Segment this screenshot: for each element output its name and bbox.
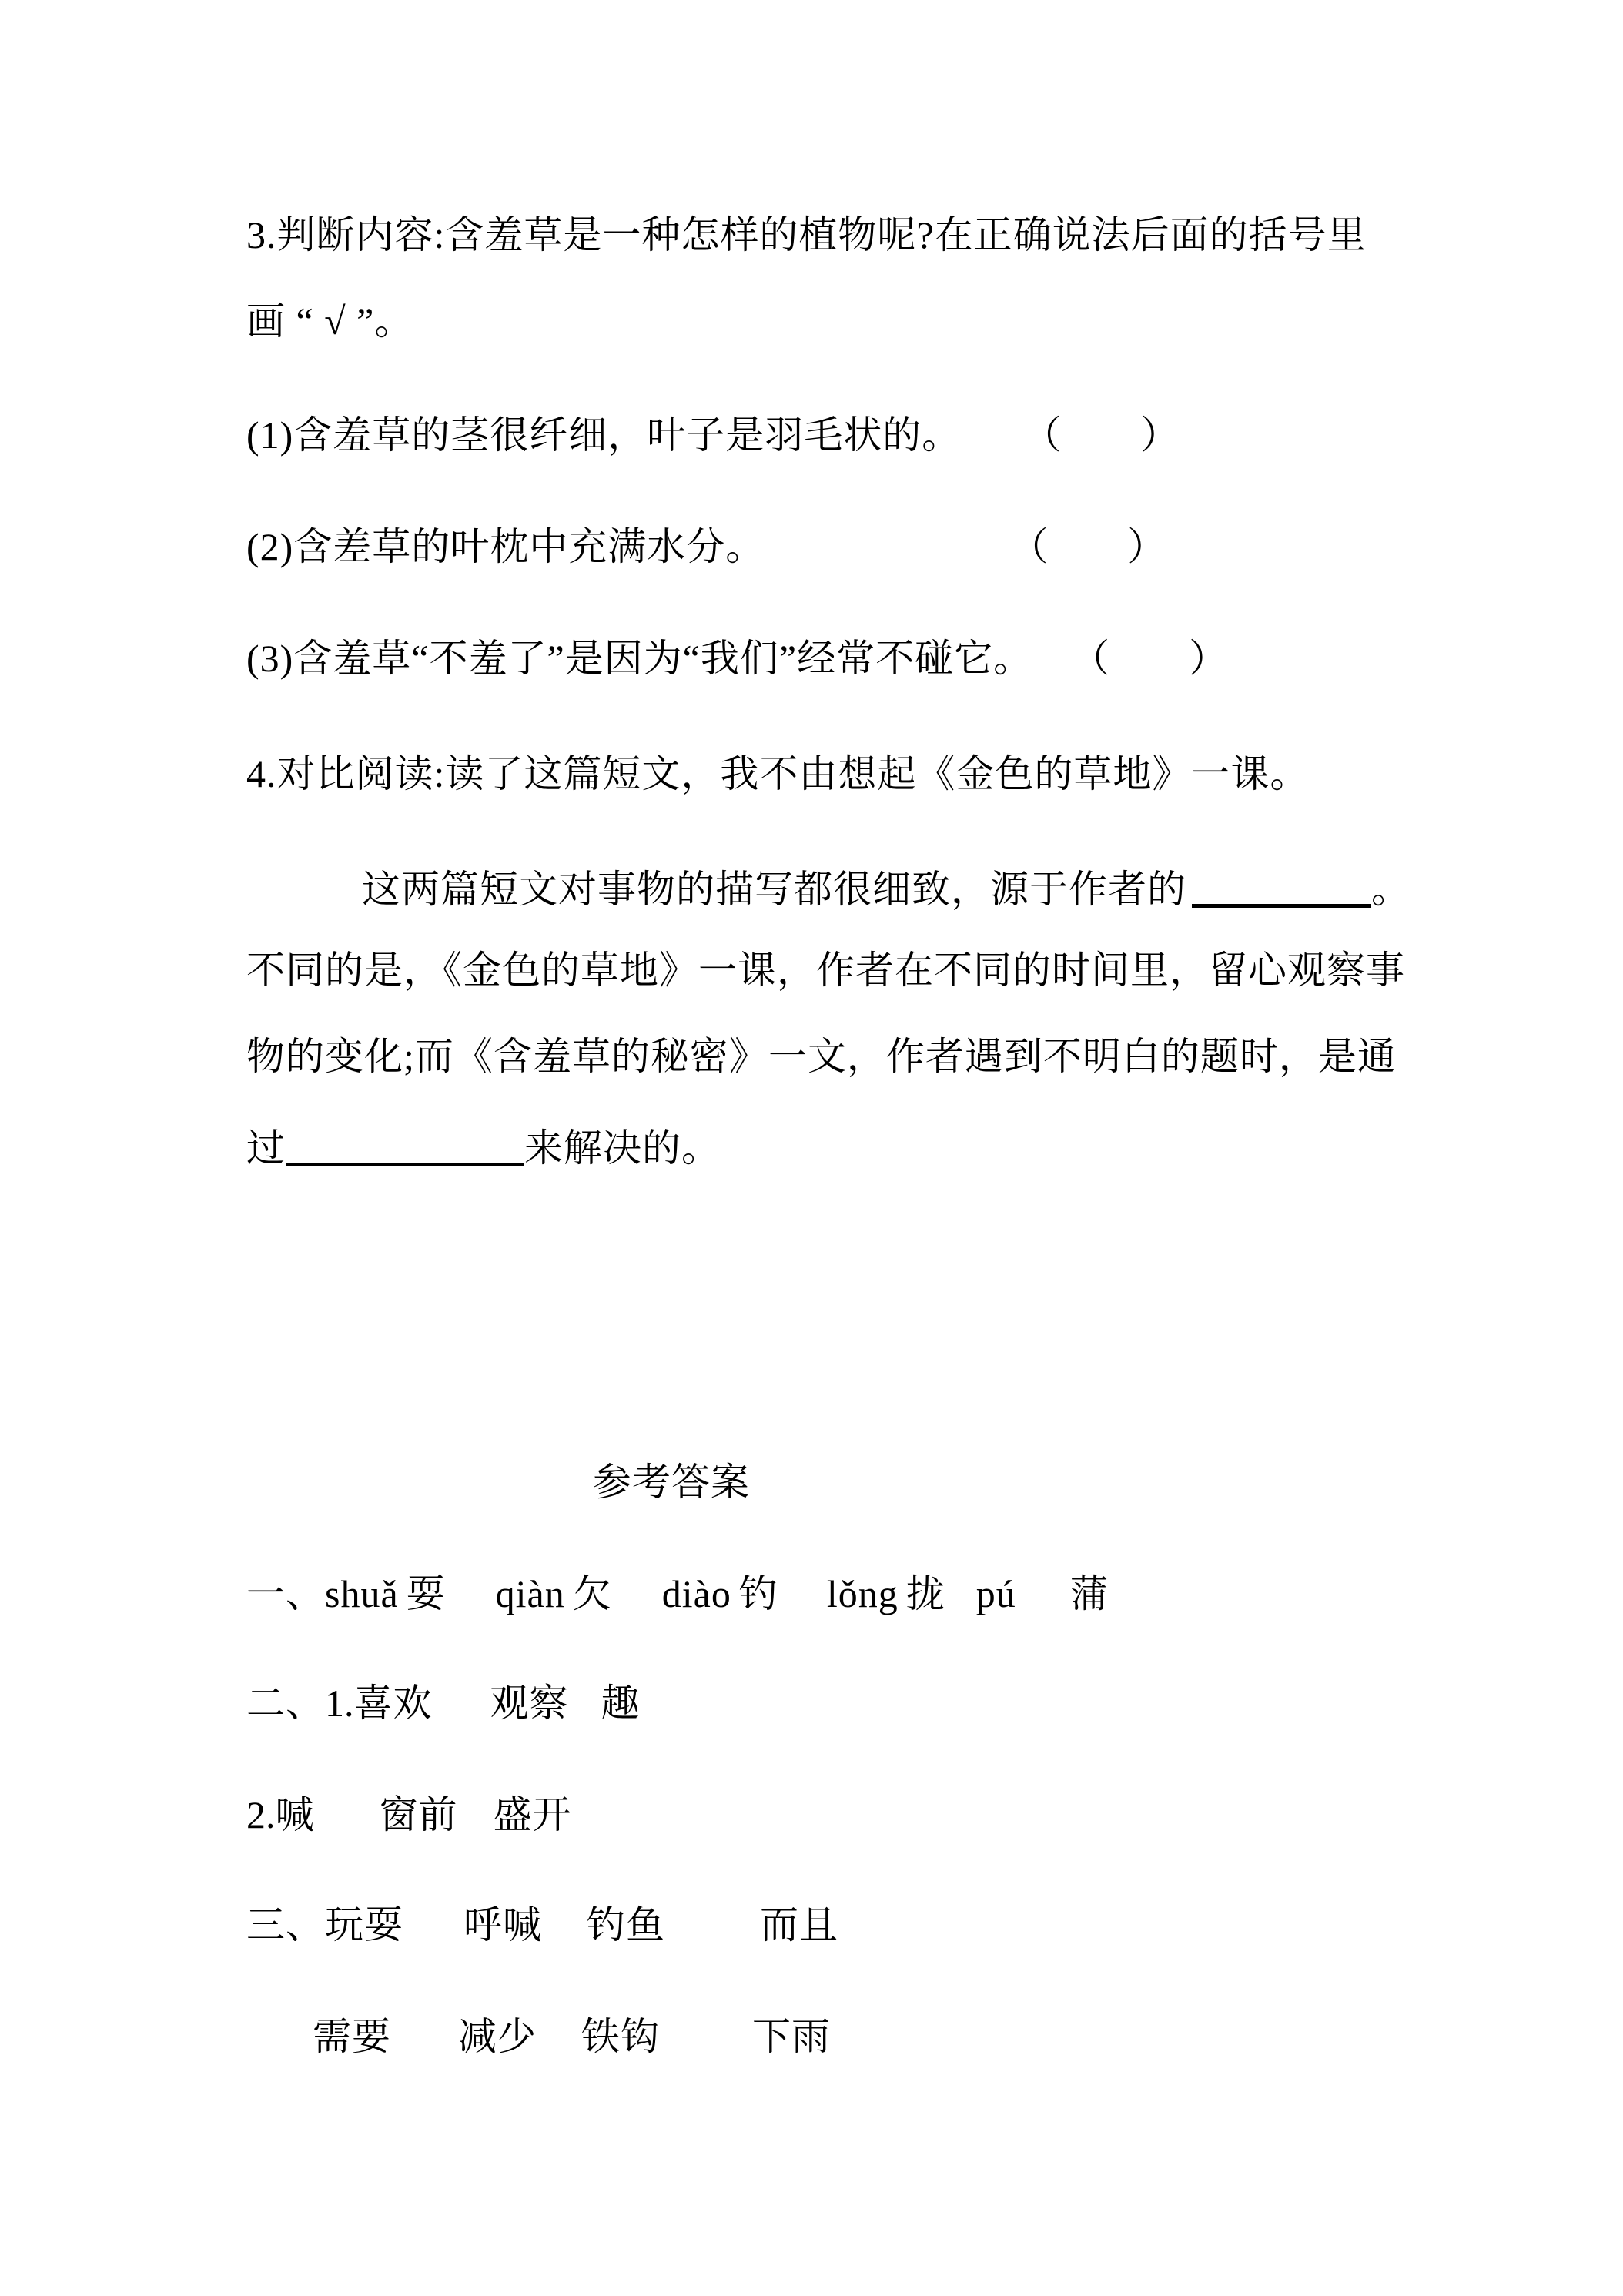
answer-two-row2-number: 2. — [246, 1793, 276, 1836]
q3-stem-line2-checkmark: 画 “ √ ”。 — [246, 300, 414, 343]
q4-paragraph-line4-start: 过 — [246, 1126, 286, 1170]
answer-pair-qian: qiàn 欠 — [495, 1572, 612, 1615]
answer-line-three-row2 — [246, 2017, 831, 2056]
q3-item-2-answer-bracket: （ ） — [1029, 525, 1167, 568]
answer-word: 玩耍 — [325, 1903, 403, 1946]
answer-line-three-row1 — [246, 1903, 838, 1946]
q3-item-1-text: (1)含羞草的茎很纤细，叶子是羽毛状的。 — [246, 413, 962, 457]
q3-item-2-text: (2)含差草的叶枕中充满水分。 — [246, 525, 765, 568]
q3-item-1-answer-bracket: （ ） — [1042, 413, 1180, 457]
answer-word: 呼喊 — [463, 1903, 542, 1946]
answer-word: 下雨 — [752, 2015, 831, 2058]
q4-paragraph-line1-text: 这两篇短文对事物的描写都很细致，源于作者的 — [362, 868, 1186, 911]
answer-pair-shua: shuǎ 耍 — [325, 1572, 446, 1615]
q3-item-1 — [246, 413, 1180, 457]
answer-pair-diao: diào 钓 — [661, 1572, 778, 1615]
answer-word: 窗前 — [379, 1793, 458, 1836]
q4-paragraph-line1 — [362, 864, 1411, 909]
q3-item-3 — [246, 639, 1228, 678]
answer-line-two-row2 — [246, 1793, 572, 1836]
answer-key-title: 参考答案 — [593, 1461, 750, 1504]
q3-item-2 — [246, 527, 1166, 566]
answer-word: 喜欢 — [353, 1682, 433, 1725]
answer-word: 钓鱼 — [587, 1903, 665, 1946]
answer-one-label: 一、 — [246, 1572, 325, 1615]
q4-stem: 4.对比阅读:读了这篇短文，我不由想起《金色的草地》一课。 — [246, 752, 1310, 795]
answer-word: 盛开 — [493, 1793, 572, 1836]
answer-word: 观察 — [490, 1682, 569, 1725]
q4-paragraph-line3: 物的变化;而《含羞草的秘密》一文，作者遇到不明白的题时，是通 — [246, 1035, 1397, 1078]
answer-line-one — [246, 1572, 1109, 1615]
answer-line-two-row1 — [246, 1682, 641, 1725]
q4-paragraph-line4-end: 来解决的。 — [524, 1126, 721, 1170]
answer-word: 减少 — [458, 2015, 537, 2058]
q4-paragraph-line4 — [246, 1123, 721, 1170]
fill-in-blank-method — [286, 1128, 524, 1166]
answer-two-row1-number: 1. — [325, 1682, 354, 1725]
q3-item-3-text: (3)含羞草“不羞了”是因为“我们”经常不碰它。 — [246, 637, 1033, 680]
q4-paragraph-line2: 不同的是，《金色的草地》一课，作者在不同的时间里，留心观察事 — [246, 949, 1405, 992]
answer-word: 而且 — [760, 1903, 838, 1946]
fill-in-blank-author — [1192, 869, 1371, 908]
answer-word: 需要 — [313, 2015, 391, 2058]
q3-item-3-answer-bracket: （ ） — [1090, 637, 1229, 680]
answer-two-label: 二、 — [246, 1682, 325, 1725]
answer-word: 铁钩 — [581, 2015, 660, 2058]
q4-paragraph-line1-period: 。 — [1371, 868, 1411, 911]
answer-word: 趣 — [601, 1682, 641, 1725]
answer-pair-pu: pú 蒲 — [975, 1572, 1109, 1615]
answer-pair-long: lǒng 拢 — [826, 1572, 945, 1615]
q3-stem-line1: 3.判断内容:含羞草是一种怎样的植物呢?在正确说法后面的括号里 — [246, 213, 1367, 256]
answer-word: 喊 — [275, 1793, 315, 1836]
answer-three-label: 三、 — [246, 1903, 325, 1946]
